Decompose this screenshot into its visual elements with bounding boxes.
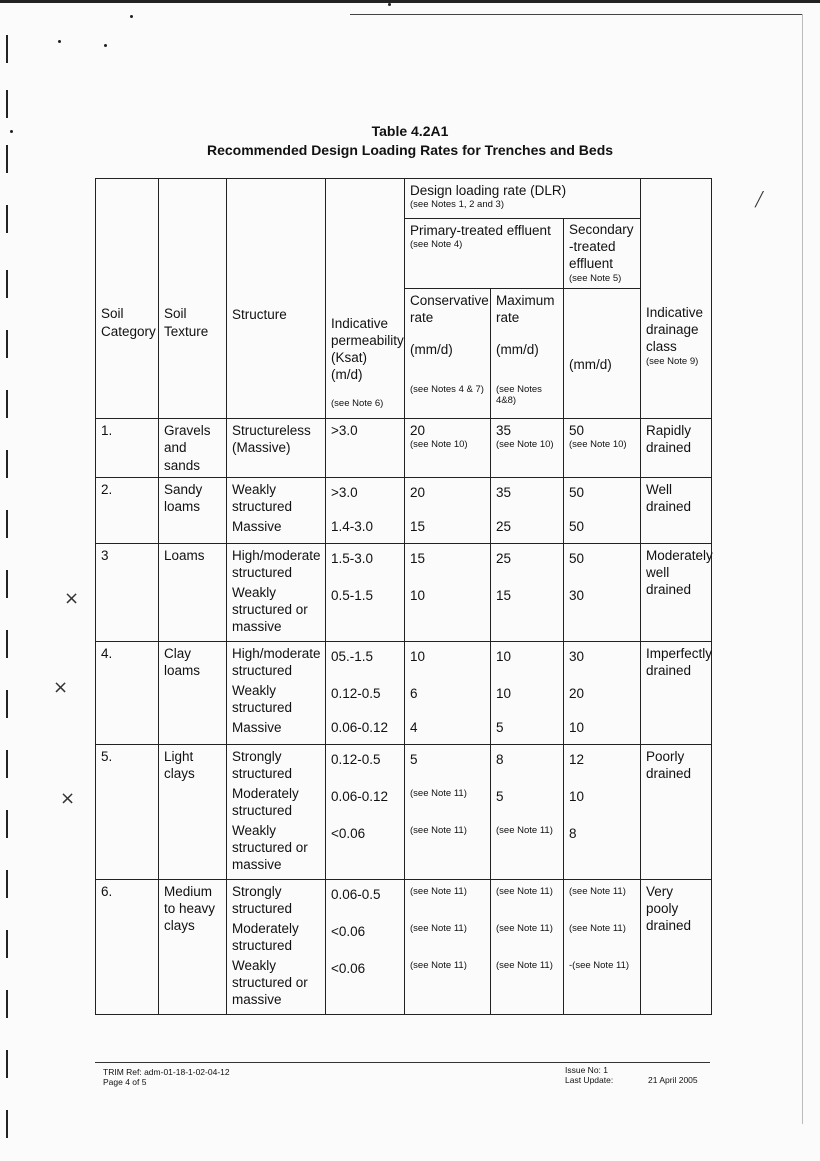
sub-row-block bbox=[410, 748, 485, 785]
permeability: 05.-1.5 bbox=[331, 648, 374, 664]
binder-mark bbox=[6, 870, 8, 898]
sub-row-block bbox=[232, 748, 320, 785]
sub-row-block bbox=[232, 547, 320, 584]
maximum-rate: 35 bbox=[496, 484, 512, 500]
sub-row-block bbox=[410, 920, 485, 957]
sub-row-block bbox=[496, 883, 558, 920]
sub-row-block bbox=[569, 822, 635, 876]
binder-mark bbox=[6, 270, 8, 298]
structure: Moderately structured bbox=[232, 920, 299, 954]
permeability: 0.12-0.5 bbox=[331, 685, 381, 701]
drainage-class: Moderately well drained bbox=[646, 547, 713, 598]
soil-texture: Gravels and sands bbox=[164, 423, 211, 473]
soil-texture-cell bbox=[159, 419, 227, 478]
maximum-rate-cell bbox=[491, 543, 564, 641]
sub-row-block bbox=[496, 481, 558, 518]
sub-row-block bbox=[569, 785, 635, 822]
sub-row-block bbox=[496, 822, 558, 876]
drainage-class-cell bbox=[641, 744, 712, 879]
header-primary bbox=[405, 219, 564, 289]
binder-mark bbox=[6, 35, 8, 63]
scan-speck bbox=[104, 44, 107, 47]
header-soil-texture bbox=[159, 179, 227, 419]
sub-row-block bbox=[410, 719, 485, 739]
permeability-cell bbox=[326, 543, 405, 641]
permeability: <0.06 bbox=[331, 923, 366, 939]
header-conservative-note bbox=[405, 381, 491, 419]
secondary-rate: 30 bbox=[569, 648, 585, 664]
drainage-class-cell bbox=[641, 879, 712, 1014]
soil-category: 5. bbox=[101, 748, 113, 764]
conservative-rate: (see Note 11) bbox=[410, 959, 467, 971]
drainage-class: Rapidly drained bbox=[646, 423, 692, 456]
sub-row-block bbox=[569, 682, 635, 719]
maximum-rate: 5 bbox=[496, 788, 504, 804]
maximum-rate: 25 bbox=[496, 550, 512, 566]
permeability: 0.06-0.5 bbox=[331, 886, 381, 902]
sub-row-block bbox=[232, 719, 320, 739]
header-drainage bbox=[641, 179, 712, 419]
sub-row-block bbox=[569, 645, 635, 682]
sub-row-block bbox=[232, 584, 320, 638]
permeability: 0.5-1.5 bbox=[331, 587, 374, 603]
structure-label: Structure bbox=[232, 306, 287, 322]
structure-cell bbox=[227, 419, 326, 478]
header-maximum bbox=[491, 289, 564, 381]
structure: Weakly structured or massive bbox=[232, 822, 308, 873]
sub-row-block bbox=[410, 883, 485, 920]
sub-row-block bbox=[410, 785, 485, 822]
binder-mark bbox=[6, 330, 8, 358]
binder-mark bbox=[6, 1050, 8, 1078]
soil-category-cell bbox=[96, 641, 159, 744]
conservative-rate-cell bbox=[405, 879, 491, 1014]
structure-cell bbox=[227, 477, 326, 543]
secondary-rate-cell bbox=[564, 419, 641, 478]
sub-row-block bbox=[331, 785, 399, 822]
secondary-rate: (see Note 11) bbox=[569, 922, 626, 934]
binder-mark bbox=[6, 205, 8, 233]
secondary-rate: 50 bbox=[569, 550, 585, 566]
maximum-rate: 35 bbox=[496, 423, 512, 438]
conservative-rate: 20 bbox=[410, 423, 426, 438]
scan-speck bbox=[58, 40, 61, 43]
secondary-rate: 8 bbox=[569, 825, 577, 841]
sub-row-block bbox=[331, 422, 399, 459]
conservative-rate-cell bbox=[405, 744, 491, 879]
drainage-class: Well drained bbox=[646, 481, 692, 515]
scan-edge-top bbox=[0, 0, 820, 3]
binder-mark bbox=[6, 630, 8, 658]
conservative-rate-cell bbox=[405, 543, 491, 641]
sub-row-block bbox=[410, 584, 485, 638]
permeability: >3.0 bbox=[331, 423, 358, 438]
structure: Strongly structured bbox=[232, 748, 293, 782]
maximum-rate: 10 bbox=[496, 648, 512, 664]
soil-texture-label: Soil Texture bbox=[164, 306, 209, 339]
drainage-class-cell bbox=[641, 543, 712, 641]
sub-row-block bbox=[410, 547, 485, 584]
conservative-rate-cell bbox=[405, 419, 491, 478]
soil-category-cell bbox=[96, 744, 159, 879]
conservative-rate: (see Note 11) bbox=[410, 922, 467, 934]
drainage-class: Poorly drained bbox=[646, 748, 692, 782]
sub-row-block bbox=[410, 682, 485, 719]
conservative-rate-cell bbox=[405, 641, 491, 744]
table-title: Recommended Design Loading Rates for Trenches and Beds bbox=[206, 142, 614, 158]
trim-ref: TRIM Ref: adm-01-18-1-02-04-12 bbox=[103, 1067, 230, 1077]
drainage-class-cell bbox=[641, 477, 712, 543]
conservative-rate: 15 bbox=[410, 550, 426, 566]
secondary-rate: 30 bbox=[569, 587, 585, 603]
maximum-rate: 10 bbox=[496, 685, 512, 701]
table-row bbox=[96, 543, 712, 641]
structure: Massive bbox=[232, 518, 282, 534]
permeability-label: Indicative permeability (Ksat) bbox=[331, 315, 404, 366]
table-row bbox=[96, 419, 712, 478]
permeability-cell bbox=[326, 641, 405, 744]
soil-texture: Light clays bbox=[164, 748, 195, 782]
scan-speck bbox=[388, 3, 391, 6]
binder-mark bbox=[6, 690, 8, 718]
soil-category-label: Soil Category bbox=[101, 306, 156, 339]
conservative-rate: 4 bbox=[410, 719, 418, 735]
sub-row-block bbox=[496, 645, 558, 682]
maximum-rate-cell bbox=[491, 879, 564, 1014]
structure-cell bbox=[227, 744, 326, 879]
footer-left bbox=[103, 1068, 230, 1088]
primary-label: Primary-treated effluent bbox=[410, 223, 551, 238]
conservative-rate: (see Note 11) bbox=[410, 824, 467, 836]
soil-category-cell bbox=[96, 477, 159, 543]
secondary-rate-cell bbox=[564, 744, 641, 879]
structure: Weakly structured or massive bbox=[232, 584, 308, 635]
permeability: <0.06 bbox=[331, 960, 366, 976]
conservative-rate-cell bbox=[405, 477, 491, 543]
design-loading-rates-table bbox=[95, 178, 712, 1015]
permeability-cell bbox=[326, 477, 405, 543]
sub-row-block bbox=[331, 518, 399, 538]
sub-row-block bbox=[569, 719, 635, 739]
permeability-cell bbox=[326, 419, 405, 478]
maximum-rate: 15 bbox=[496, 587, 512, 603]
sub-row-block bbox=[232, 645, 320, 682]
sub-row-block bbox=[496, 547, 558, 584]
conservative-rate: 20 bbox=[410, 484, 426, 500]
soil-texture-cell bbox=[159, 744, 227, 879]
handwritten-cross-mark: × bbox=[64, 588, 80, 609]
secondary-rate: 10 bbox=[569, 719, 585, 735]
sub-row-block bbox=[232, 822, 320, 876]
table-row bbox=[96, 477, 712, 543]
binder-mark bbox=[6, 1110, 8, 1138]
header-permeability bbox=[326, 179, 405, 419]
primary-note: (see Note 4) bbox=[410, 239, 463, 251]
sub-row-block bbox=[496, 584, 558, 638]
maximum-unit: (mm/d) bbox=[496, 341, 539, 357]
header-secondary bbox=[564, 219, 641, 289]
secondary-rate: 12 bbox=[569, 751, 585, 767]
scan-speck bbox=[130, 15, 133, 18]
maximum-rate-cell bbox=[491, 419, 564, 478]
maximum-rate: 8 bbox=[496, 751, 504, 767]
structure: Strongly structured bbox=[232, 883, 293, 917]
sub-row-block bbox=[569, 422, 635, 459]
binder-mark bbox=[6, 750, 8, 778]
last-update-label: Last Update: bbox=[565, 1074, 614, 1085]
sub-row-block bbox=[232, 481, 320, 518]
sub-row-block bbox=[569, 481, 635, 518]
sub-row-block bbox=[331, 957, 399, 1011]
sub-row-block bbox=[331, 748, 399, 785]
binder-mark bbox=[6, 390, 8, 418]
binder-mark bbox=[6, 930, 8, 958]
soil-texture-cell bbox=[159, 879, 227, 1014]
sub-row-block bbox=[496, 957, 558, 1011]
sub-row-block bbox=[331, 822, 399, 876]
sub-row-block bbox=[232, 785, 320, 822]
maximum-rate: (see Note 11) bbox=[496, 959, 553, 971]
structure-cell bbox=[227, 641, 326, 744]
soil-texture-cell bbox=[159, 641, 227, 744]
secondary-rate: 50 bbox=[569, 423, 585, 438]
conservative-rate: (see Note 11) bbox=[410, 885, 467, 897]
conservative-label: Conservative rate bbox=[410, 293, 489, 326]
permeability-cell bbox=[326, 879, 405, 1014]
structure: Massive bbox=[232, 719, 282, 735]
table-number: Table 4.2A1 bbox=[371, 123, 449, 139]
conservative-rate: 10 bbox=[410, 587, 426, 603]
sub-row-block bbox=[569, 957, 635, 1011]
last-update-date: 21 April 2005 bbox=[648, 1075, 698, 1085]
soil-category: 1. bbox=[101, 423, 113, 438]
secondary-unit: (mm/d) bbox=[569, 357, 612, 373]
maximum-rate-cell bbox=[491, 641, 564, 744]
dlr-label: Design loading rate (DLR) bbox=[410, 183, 567, 198]
table-row bbox=[96, 879, 712, 1014]
handwritten-cross-mark: × bbox=[60, 788, 76, 809]
table-row bbox=[96, 744, 712, 879]
structure: Weakly structured bbox=[232, 682, 293, 716]
header-structure bbox=[227, 179, 326, 419]
soil-texture: Loams bbox=[164, 547, 205, 563]
sub-row-block bbox=[410, 481, 485, 518]
sub-row-block bbox=[331, 645, 399, 682]
soil-category-cell bbox=[96, 543, 159, 641]
maximum-rate-cell bbox=[491, 744, 564, 879]
conservative-rate: (see Note 11) bbox=[410, 787, 467, 799]
footer-issue bbox=[565, 1066, 613, 1086]
secondary-rate: 10 bbox=[569, 788, 585, 804]
footer-rule bbox=[95, 1062, 710, 1063]
soil-texture: Sandy loams bbox=[164, 481, 203, 515]
permeability: >3.0 bbox=[331, 484, 358, 500]
secondary-label: Secondary -treated effluent bbox=[569, 222, 634, 271]
structure-cell bbox=[227, 879, 326, 1014]
sub-row-block bbox=[569, 547, 635, 584]
pen-stroke-mark: ╱ bbox=[755, 192, 764, 208]
drainage-class-cell bbox=[641, 419, 712, 478]
sub-row-block bbox=[569, 518, 635, 538]
drainage-class: Imperfectly drained bbox=[646, 645, 713, 679]
sub-row-block bbox=[232, 682, 320, 719]
permeability: 0.12-0.5 bbox=[331, 751, 381, 767]
structure: Moderately structured bbox=[232, 785, 299, 819]
binder-mark bbox=[6, 90, 8, 118]
sub-row-block bbox=[496, 748, 558, 785]
permeability: 0.06-0.12 bbox=[331, 719, 389, 735]
maximum-rate: (see Note 11) bbox=[496, 885, 553, 897]
sub-row-block bbox=[232, 518, 320, 538]
soil-texture-cell bbox=[159, 477, 227, 543]
drainage-label: Indicative drainage class bbox=[646, 304, 704, 355]
sub-row-block bbox=[232, 883, 320, 920]
maximum-rate-cell bbox=[491, 477, 564, 543]
permeability-unit: (m/d) bbox=[331, 367, 363, 383]
binder-mark bbox=[6, 990, 8, 1018]
soil-texture: Medium to heavy clays bbox=[164, 883, 216, 934]
soil-texture-cell bbox=[159, 543, 227, 641]
binder-mark bbox=[6, 510, 8, 538]
structure: Weakly structured bbox=[232, 481, 293, 515]
secondary-rate: -(see Note 11) bbox=[569, 959, 630, 971]
maximum-rate-note: (see Note 10) bbox=[496, 439, 554, 451]
soil-texture: Clay loams bbox=[164, 645, 201, 679]
drainage-class-cell bbox=[641, 641, 712, 744]
header-secondary-unit-cell bbox=[564, 289, 641, 381]
permeability-cell bbox=[326, 744, 405, 879]
soil-category: 2. bbox=[101, 481, 113, 497]
header-row bbox=[96, 179, 712, 219]
structure: High/moderate structured bbox=[232, 547, 321, 581]
conservative-rate-note: (see Note 10) bbox=[410, 439, 468, 451]
binder-mark bbox=[6, 450, 8, 478]
maximum-note: (see Notes 4&8) bbox=[496, 383, 542, 406]
sub-row-block bbox=[331, 920, 399, 957]
maximum-rate: 25 bbox=[496, 518, 512, 534]
structure: Structureless (Massive) bbox=[232, 423, 311, 456]
sub-row-block bbox=[496, 719, 558, 739]
binder-mark bbox=[6, 570, 8, 598]
sub-row-block bbox=[496, 785, 558, 822]
secondary-rate-cell bbox=[564, 879, 641, 1014]
maximum-rate: (see Note 11) bbox=[496, 824, 553, 836]
soil-category: 4. bbox=[101, 645, 113, 661]
header-maximum-note bbox=[491, 381, 564, 419]
handwritten-cross-mark: × bbox=[53, 677, 69, 698]
sub-row-block bbox=[410, 518, 485, 538]
permeability-note: (see Note 6) bbox=[331, 397, 384, 409]
binder-mark bbox=[6, 810, 8, 838]
permeability: 0.06-0.12 bbox=[331, 788, 389, 804]
soil-category: 3 bbox=[101, 547, 109, 563]
sub-row-block bbox=[569, 883, 635, 920]
issue-number: Issue No: 1 bbox=[565, 1065, 608, 1075]
scan-edge-line bbox=[350, 14, 802, 15]
maximum-label: Maximum rate bbox=[496, 293, 555, 326]
secondary-note: (see Note 5) bbox=[569, 272, 622, 284]
sub-row-block bbox=[410, 822, 485, 876]
sub-row-block bbox=[569, 584, 635, 638]
permeability: 1.4-3.0 bbox=[331, 518, 374, 534]
sub-row-block bbox=[331, 547, 399, 584]
conservative-unit: (mm/d) bbox=[410, 341, 453, 357]
sub-row-block bbox=[331, 883, 399, 920]
secondary-rate: (see Note 11) bbox=[569, 885, 626, 897]
drainage-note: (see Note 9) bbox=[646, 355, 699, 367]
sub-row-block bbox=[331, 682, 399, 719]
header-conservative bbox=[405, 289, 491, 381]
table-row bbox=[96, 641, 712, 744]
secondary-rate: 50 bbox=[569, 484, 585, 500]
sub-row-block bbox=[569, 748, 635, 785]
sub-row-block bbox=[232, 422, 320, 459]
sub-row-block bbox=[496, 920, 558, 957]
sub-row-block bbox=[410, 422, 485, 459]
maximum-rate: (see Note 11) bbox=[496, 922, 553, 934]
conservative-rate: 6 bbox=[410, 685, 418, 701]
secondary-rate-note: (see Note 10) bbox=[569, 439, 627, 451]
soil-category-cell bbox=[96, 419, 159, 478]
conservative-rate: 10 bbox=[410, 648, 426, 664]
conservative-note: (see Notes 4 & 7) bbox=[410, 383, 484, 395]
page-number: Page 4 of 5 bbox=[103, 1076, 147, 1087]
soil-category: 6. bbox=[101, 883, 113, 899]
structure: Weakly structured or massive bbox=[232, 957, 308, 1008]
dlr-note: (see Notes 1, 2 and 3) bbox=[410, 199, 504, 211]
sub-row-block bbox=[232, 957, 320, 1011]
conservative-rate: 15 bbox=[410, 518, 426, 534]
structure: High/moderate structured bbox=[232, 645, 321, 679]
sub-row-block bbox=[331, 481, 399, 518]
structure-cell bbox=[227, 543, 326, 641]
secondary-rate-cell bbox=[564, 641, 641, 744]
conservative-rate: 5 bbox=[410, 751, 418, 767]
header-secondary-note-cell bbox=[564, 381, 641, 419]
sub-row-block bbox=[331, 719, 399, 739]
sub-row-block bbox=[496, 422, 558, 459]
secondary-rate: 50 bbox=[569, 518, 585, 534]
sub-row-block bbox=[410, 645, 485, 682]
sub-row-block bbox=[496, 518, 558, 538]
sub-row-block bbox=[496, 682, 558, 719]
permeability: 1.5-3.0 bbox=[331, 550, 374, 566]
sub-row-block bbox=[232, 920, 320, 957]
sub-row-block bbox=[410, 957, 485, 1011]
header-soil-category bbox=[96, 179, 159, 419]
permeability: <0.06 bbox=[331, 825, 366, 841]
soil-category-cell bbox=[96, 879, 159, 1014]
secondary-rate-cell bbox=[564, 543, 641, 641]
header-dlr bbox=[405, 179, 641, 219]
secondary-rate-cell bbox=[564, 477, 641, 543]
sub-row-block bbox=[331, 584, 399, 638]
scan-edge-right bbox=[802, 14, 803, 1124]
secondary-rate: 20 bbox=[569, 685, 585, 701]
drainage-class: Very pooly drained bbox=[646, 883, 692, 934]
maximum-rate: 5 bbox=[496, 719, 504, 735]
sub-row-block bbox=[569, 920, 635, 957]
